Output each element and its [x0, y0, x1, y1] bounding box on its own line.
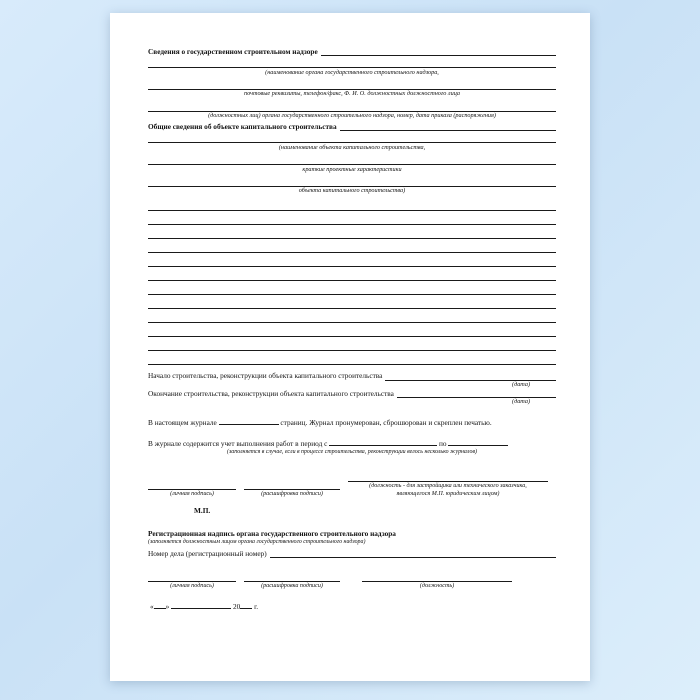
- journal-pages-row: [148, 416, 556, 427]
- case-number-input[interactable]: [270, 548, 556, 558]
- caption-postal-details: почтовые реквизиты, телефон/факс, Ф. И. О. должностных должностного лица: [244, 90, 460, 98]
- fill-line[interactable]: [148, 100, 556, 112]
- end-date-row: [148, 388, 556, 398]
- fill-line[interactable]: [148, 351, 556, 365]
- signature-position-line[interactable]: [348, 472, 548, 482]
- section-gosnadzor-title: Сведения о государственном строительном надзоре: [148, 46, 318, 56]
- fill-line[interactable]: [148, 267, 556, 281]
- start-date-row: [148, 371, 556, 381]
- footer-day-input[interactable]: [154, 600, 166, 609]
- signature-caption-position: (должность - для застройщика или технического заказчика,: [369, 482, 527, 489]
- fill-line[interactable]: [148, 281, 556, 295]
- signature-decoded-2: [244, 572, 340, 590]
- period-text-before: В журнале содержится учет выполнения работ в период с: [148, 439, 328, 449]
- document-page: [110, 13, 590, 681]
- footer-year-input[interactable]: [240, 600, 252, 609]
- registration-title: Регистрационная надпись органа государственного строительного надзора: [148, 529, 396, 539]
- signature-caption-decoded: (расшифровка подписи): [261, 490, 323, 497]
- fill-line[interactable]: [148, 211, 556, 225]
- mp-stamp-label: М.П.: [194, 506, 211, 516]
- registration-caption: (заполняется должностным лицом органа государственного строительного надзора): [148, 538, 366, 545]
- journal-pages-input[interactable]: [219, 416, 279, 425]
- period-row: [148, 437, 556, 448]
- signature-caption-position-2: являющегося М.П. юридическим лицом): [396, 490, 500, 497]
- caption-brief-characteristics: краткие проектные характеристики: [302, 165, 402, 173]
- caption-object-name: (наименование объекта капитального строительства,: [278, 143, 426, 151]
- period-text-mid: по: [439, 439, 447, 449]
- caption-officials-order: (должностных лиц) органа государственного строительного надзора, номер, дата приказа (распоряжения): [208, 112, 496, 119]
- signature-decode-line-2[interactable]: [244, 572, 340, 582]
- caption-object-capital: объекта капитального строительства): [298, 187, 406, 195]
- period-start-input[interactable]: [329, 437, 437, 446]
- fill-line[interactable]: [340, 121, 556, 131]
- start-date-input[interactable]: [385, 371, 556, 381]
- signature-decoded-1: [244, 480, 340, 498]
- signature-caption-position-3: (должность): [419, 582, 455, 589]
- signature-position-line-2[interactable]: [362, 572, 512, 582]
- case-number-label: Номер дела (регистрационный номер): [148, 548, 267, 558]
- footer-year-suffix: г.: [254, 602, 259, 612]
- fill-line[interactable]: [148, 253, 556, 267]
- journal-text-after: страниц. Журнал пронумерован, сброшюрован и скреплен печатью.: [280, 418, 492, 427]
- period-caption: (заполняется в случае, если в процессе строительства, реконструкции велось несколько журналов): [227, 448, 477, 455]
- fill-line[interactable]: [148, 153, 556, 165]
- end-date-label: Окончание строительства, реконструкции объекта капитального строительства: [148, 389, 394, 399]
- signature-line[interactable]: [148, 480, 236, 490]
- end-date-input[interactable]: [397, 388, 556, 398]
- journal-text-before: В настоящем журнале: [148, 418, 217, 427]
- fill-line[interactable]: [148, 337, 556, 351]
- fill-line[interactable]: [148, 56, 556, 68]
- fill-line[interactable]: [148, 323, 556, 337]
- signature-line-2[interactable]: [148, 572, 236, 582]
- signature-caption-decoded-2: (расшифровка подписи): [261, 582, 323, 589]
- case-number-row: [148, 548, 556, 558]
- signature-row-1: [148, 472, 556, 499]
- fill-line[interactable]: [148, 225, 556, 239]
- end-date-caption: (дата): [512, 398, 530, 406]
- fill-line[interactable]: [148, 78, 556, 90]
- fill-line[interactable]: [148, 295, 556, 309]
- signature-position-2: [362, 572, 512, 590]
- footer-date-row: [148, 600, 556, 611]
- caption-organ-name: (наименование органа государственного строительного надзора,: [265, 68, 439, 76]
- section-gosnadzor-title-row: [148, 46, 556, 56]
- footer-year-prefix: 20: [232, 602, 241, 612]
- period-end-input[interactable]: [448, 437, 508, 446]
- fill-line[interactable]: [148, 239, 556, 253]
- start-date-label: Начало строительства, реконструкции объекта капитального строительства: [148, 371, 383, 381]
- footer-month-input[interactable]: [171, 600, 231, 609]
- signature-position-1: [348, 472, 548, 499]
- section-object-title-row: [148, 121, 556, 131]
- signature-caption-personal: (личная подпись): [170, 490, 214, 497]
- signature-personal-1: [148, 480, 236, 498]
- start-date-caption: (дата): [512, 380, 530, 388]
- blank-lines-block: [148, 197, 556, 365]
- fill-line[interactable]: [148, 175, 556, 187]
- footer-quote-open: «: [150, 602, 154, 612]
- fill-line[interactable]: [148, 197, 556, 211]
- signature-row-2: [148, 572, 556, 590]
- document-body: [148, 46, 556, 611]
- fill-line[interactable]: [321, 46, 556, 56]
- signature-personal-2: [148, 572, 236, 590]
- signature-caption-personal-2: (личная подпись): [170, 582, 214, 589]
- fill-line[interactable]: [148, 309, 556, 323]
- footer-quote-close: »: [165, 602, 170, 612]
- signature-decode-line[interactable]: [244, 480, 340, 490]
- section-object-title: Общие сведения об объекте капитального строительства: [148, 122, 337, 132]
- fill-line[interactable]: [148, 131, 556, 143]
